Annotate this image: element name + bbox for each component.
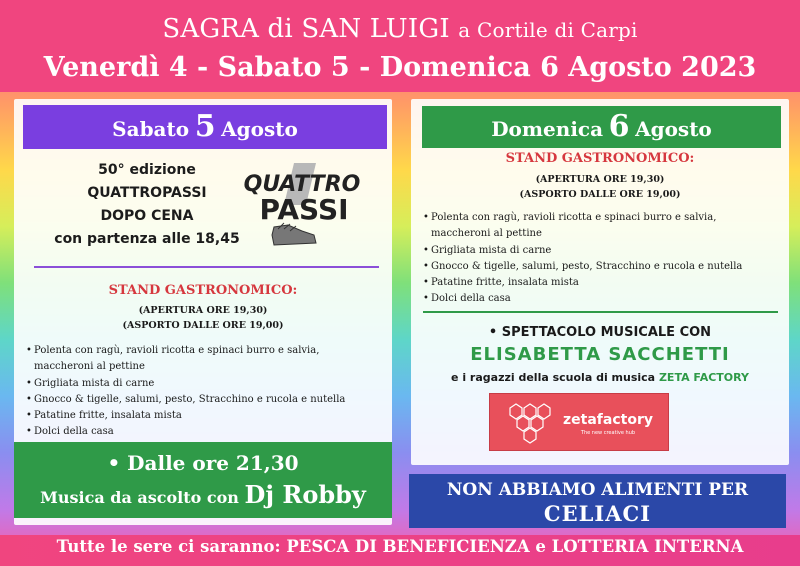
menu-item-cont-text: maccheroni al pettine xyxy=(34,361,145,373)
zeta-logo-text: zetafactory xyxy=(563,412,653,428)
zeta-factory-logo xyxy=(489,393,669,451)
saturday-stand-title: STAND GASTRONOMICO: xyxy=(108,283,298,298)
sunday-hours xyxy=(411,172,789,202)
sunday-divider xyxy=(423,311,778,313)
menu-item: • Gnocco & tigelle, salumi, pesto, Stracchino e rucola e nutella xyxy=(26,392,386,408)
menu-item: • Patatine fritte, insalata mista xyxy=(423,275,783,291)
edition-line: QUATTROPASSI xyxy=(87,185,207,201)
saturday-day-num: 5 xyxy=(194,109,216,144)
sunday-day-num: 6 xyxy=(608,109,630,144)
event-dates: Venerdì 4 - Sabato 5 - Domenica 6 Agosto 2023 xyxy=(43,52,757,83)
dj-line xyxy=(14,480,392,509)
zeta-logo-sub: The new creative hub xyxy=(580,430,636,436)
saturday-hours-takeaway: (ASPORTO DALLE ORE 19,00) xyxy=(122,320,284,331)
saturday-day-word: Sabato xyxy=(112,117,190,141)
saturday-divider xyxy=(34,266,379,268)
saturday-hours-open: (APERTURA ORE 19,30) xyxy=(138,305,268,316)
quattropassi-logo-graphic xyxy=(244,157,364,261)
hexagon-cluster-icon xyxy=(510,404,550,443)
zeta-factory-graphic xyxy=(490,394,670,452)
dj-time: • Dalle ore 21,30 xyxy=(107,451,299,475)
dj-pre: Musica da ascolto con xyxy=(40,488,239,507)
footer-text: Tutte le sere ci saranno: PESCA DI BENEFICIENZA e LOTTERIA INTERNA xyxy=(56,537,744,556)
edition-line: DOPO CENA xyxy=(100,208,194,224)
saturday-menu xyxy=(26,343,386,441)
show-school-line xyxy=(411,371,789,384)
quattropassi-logo xyxy=(244,157,364,261)
menu-item: • Dolci della casa xyxy=(26,424,386,440)
saturday-banner xyxy=(23,105,387,149)
menu-item-continuation xyxy=(26,359,386,375)
celiac-notice xyxy=(409,474,786,528)
sunday-hours-takeaway: (ASPORTO DALLE ORE 19,00) xyxy=(519,189,681,200)
menu-item: • Dolci della casa xyxy=(423,291,783,307)
sunday-panel xyxy=(411,99,789,465)
dj-name: Dj Robby xyxy=(244,480,366,509)
menu-item: • Grigliata mista di carne xyxy=(423,243,783,259)
sunday-hours-open: (APERTURA ORE 19,30) xyxy=(535,174,665,185)
show-artist: ELISABETTA SACCHETTI xyxy=(470,344,730,365)
edition-line: con partenza alle 18,45 xyxy=(54,231,240,247)
event-title xyxy=(0,14,800,44)
menu-item: • Polenta con ragù, ravioli ricotta e spinaci burro e salvia, xyxy=(423,210,783,226)
sunday-month: Agosto xyxy=(635,117,712,141)
sunday-day-word: Domenica xyxy=(491,117,604,141)
menu-item: • Gnocco & tigelle, salumi, pesto, Stracchino e rucola e nutella xyxy=(423,259,783,275)
menu-item-continuation xyxy=(423,226,783,242)
sunday-menu xyxy=(423,210,783,308)
celiac-line1: NON ABBIAMO ALIMENTI PER xyxy=(446,480,749,500)
dj-box xyxy=(14,442,392,518)
quattropassi-edition xyxy=(32,159,262,251)
event-title-main: SAGRA di SAN LUIGI xyxy=(162,14,450,44)
sunday-banner xyxy=(422,106,781,148)
menu-item: • Patatine fritte, insalata mista xyxy=(26,408,386,424)
show-title: • SPETTACOLO MUSICALE CON xyxy=(488,325,712,340)
logo-text-bottom: PASSI xyxy=(259,193,349,226)
sunday-stand-title: STAND GASTRONOMICO: xyxy=(505,151,695,166)
show-school-pre: e i ragazzi della scuola di musica xyxy=(451,371,656,384)
saturday-hours xyxy=(14,303,392,333)
show-school-name: ZETA FACTORY xyxy=(658,371,749,384)
menu-item: • Polenta con ragù, ravioli ricotta e spinaci burro e salvia, xyxy=(26,343,386,359)
logo-text-top: QUATTRO xyxy=(244,172,361,197)
edition-line: 50° edizione xyxy=(98,162,196,178)
menu-item: • Grigliata mista di carne xyxy=(26,376,386,392)
menu-item-cont-text: maccheroni al pettine xyxy=(431,228,542,240)
celiac-line2: CELIACI xyxy=(543,501,652,526)
saturday-month: Agosto xyxy=(221,117,298,141)
event-title-place: a Cortile di Carpi xyxy=(458,18,638,42)
